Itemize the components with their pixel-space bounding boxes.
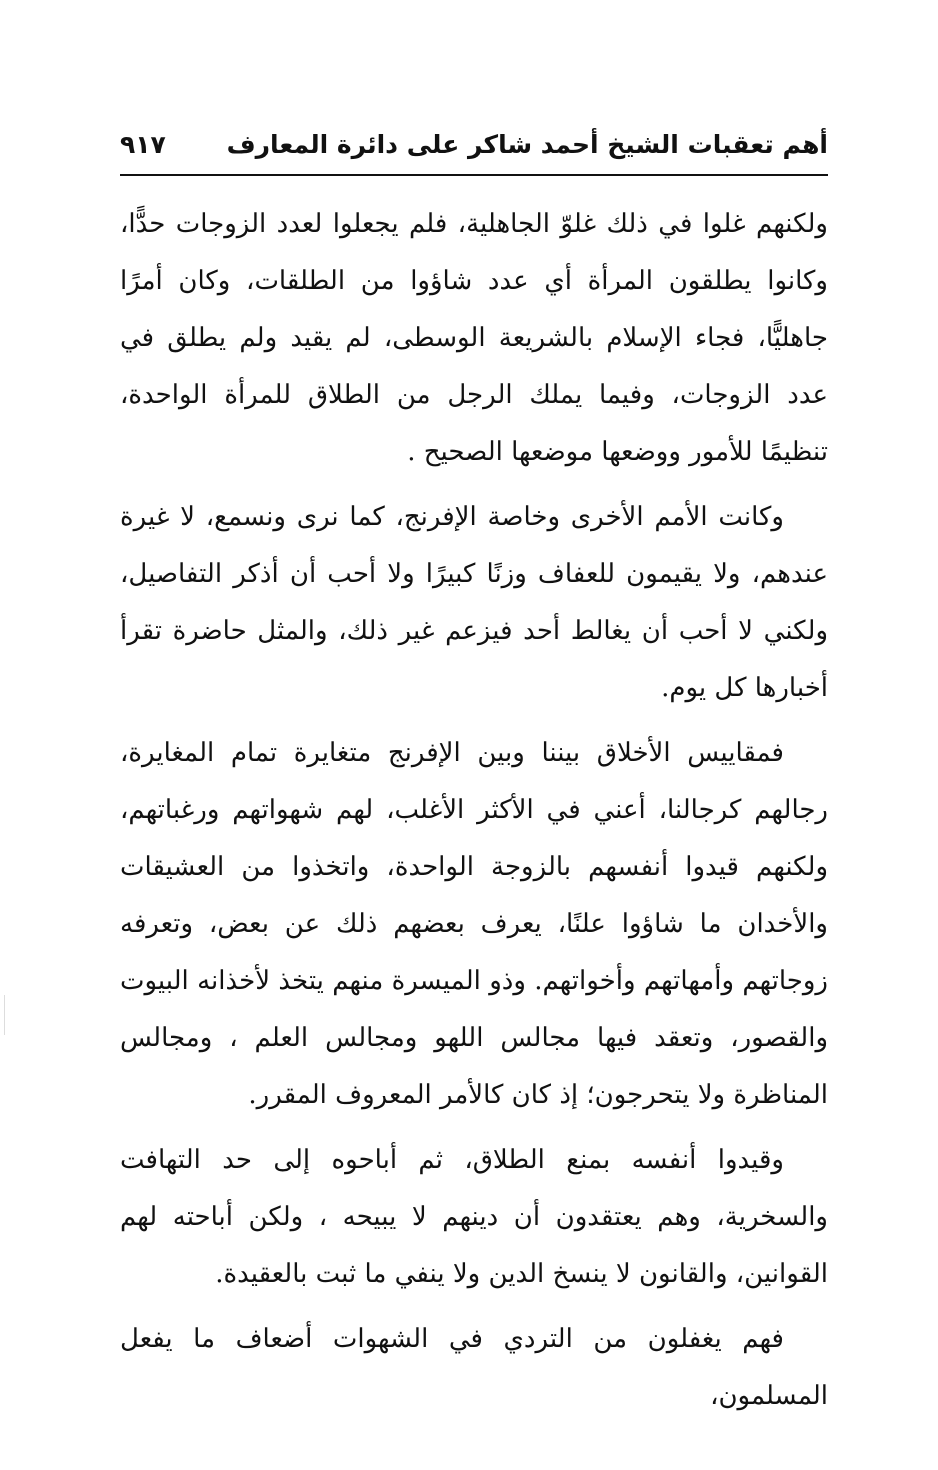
paragraph: وكانت الأمم الأخرى وخاصة الإفرنج، كما نرى ونسمع، لا غيرة عندهم، ولا يقيمون للعفاف وزنًا كبيرًا ولا أحب أن أذكر التفاصيل، ولكني لا أحب أن يغالط أحد فيزعم غير ذلك، والمثل حاضرة تقرأ أخبارها كل يوم. <box>120 502 828 703</box>
paragraph: فهم يغفلون من التردي في الشهوات أضعاف ما يفعل المسلمون، <box>120 1324 828 1411</box>
paragraph: وقيدوا أنفسه بمنع الطلاق، ثم أباحوه إلى حد التهافت والسخرية، وهم يعتقدون أن دينهم لا يبيحه ، ولكن أباحته لهم القوانين، والقانون لا ينسخ الدين ولا ينفي ما ثبت بالعقيدة. <box>120 1145 828 1289</box>
running-title: أهم تعقبات الشيخ أحمد شاكر على دائرة المعارف <box>226 130 828 159</box>
page-number: ٩١٧ <box>120 130 166 159</box>
paragraph: فمقاييس الأخلاق بيننا وبين الإفرنج متغايرة تمام المغايرة، رجالهم كرجالنا، أعني في الأكثر الأغلب، لهم شهواتهم ورغباتهم، ولكنهم قيدوا أنفسهم بالزوجة الواحدة، واتخذوا من العشيقات والأخدان ما شاؤوا علنًا، يعرف بعضهم ذلك عن بعض، وتعرفه زوجاتهم وأمهاتهم وأخواتهم. وذو الميسرة منهم يتخذ لأخذانه البيوت والقصور، وتعقد فيها مجالس اللهو ومجالس العلم ، ومجالس المناظرة ولا يتحرجون؛ إذ كان كالأمر المعروف المقرر. <box>120 738 828 1110</box>
body-text <box>120 196 828 1425</box>
running-header <box>120 118 828 174</box>
header-divider <box>120 174 828 176</box>
paragraph: ولكنهم غلوا في ذلك غلوّ الجاهلية، فلم يجعلوا لعدد الزوجات حدًّا، وكانوا يطلقون المرأة أي عدد شاؤوا من الطلقات، وكان أمرًا جاهليًّا، فجاء الإسلام بالشريعة الوسطى، لم يقيد ولم يطلق في عدد الزوجات، وفيما يملك الرجل من الطلاق للمرأة الواحدة، تنظيمًا للأمور ووضعها موضعها الصحيح . <box>120 209 828 467</box>
scan-margin-mark <box>4 995 5 1035</box>
